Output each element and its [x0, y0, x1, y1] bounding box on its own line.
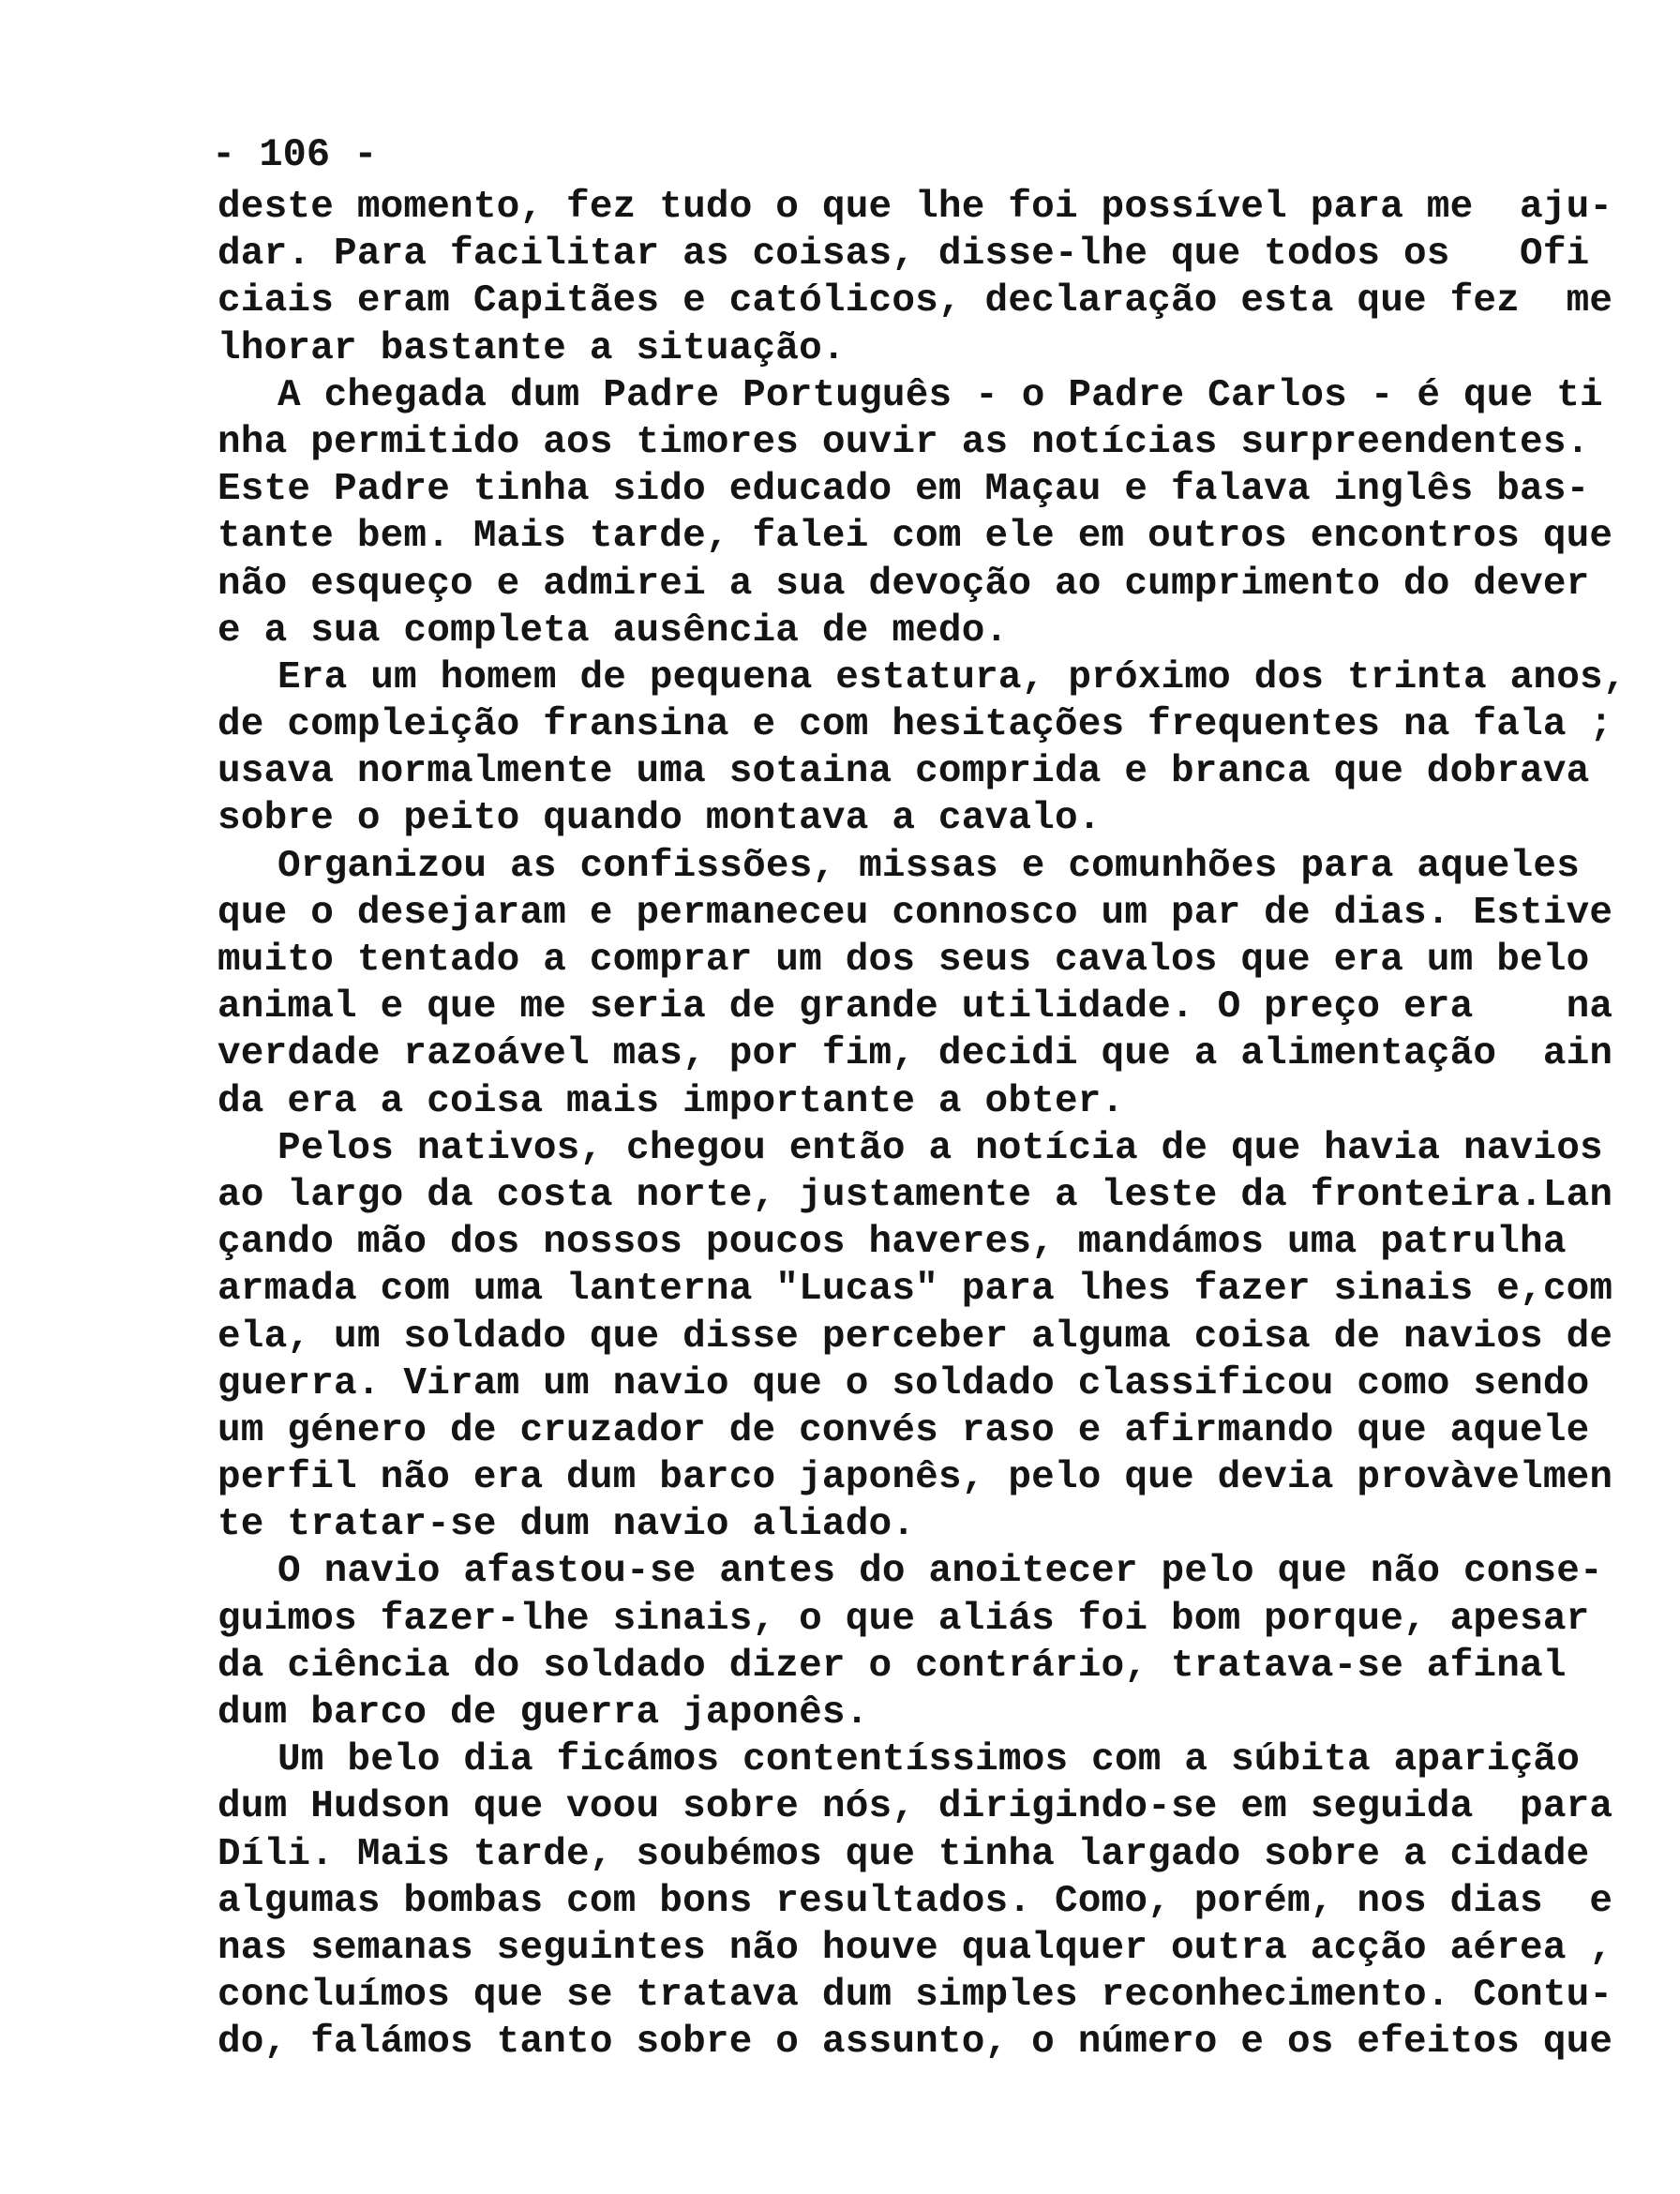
text-line: nha permitido aos timores ouvir as notícias surpreendentes.	[218, 420, 1590, 464]
text-line: ao largo da costa norte, justamente a leste da fronteira.Lan	[218, 1173, 1613, 1217]
text-line: guimos fazer-lhe sinais, o que aliás foi bom porque, apesar	[218, 1597, 1590, 1641]
text-line: verdade razoável mas, por fim, decidi que a alimentação ain	[218, 1032, 1613, 1076]
text-line: deste momento, fez tudo o que lhe foi possível para me aju-	[218, 186, 1613, 229]
text-line: armada com uma lanterna "Lucas" para lhes fazer sinais e,com	[218, 1268, 1613, 1312]
text-line: do, falámos tanto sobre o assunto, o número e os efeitos que	[218, 2021, 1613, 2065]
text-line: usava normalmente uma sotaina comprida e branca que dobrava	[218, 750, 1590, 794]
text-line: da ciência do soldado dizer o contrário, tratava-se afinal	[218, 1644, 1567, 1688]
typewritten-body-text	[218, 184, 1627, 2066]
text-line: e a sua completa ausência de medo.	[218, 609, 1009, 653]
page-number: - 106 -	[212, 132, 378, 177]
paragraph-first-line: Um belo dia ficámos contentíssimos com a súbita aparição	[278, 1738, 1581, 1782]
text-line: te tratar-se dum navio aliado.	[218, 1503, 916, 1547]
paragraph-first-line: Pelos nativos, chegou então a notícia de que havia navios	[278, 1126, 1603, 1170]
text-line: um género de cruzador de convés raso e afirmando que aquele	[218, 1408, 1590, 1452]
text-line: de compleição fransina e com hesitações frequentes na fala ;	[218, 703, 1613, 747]
text-line: Díli. Mais tarde, soubémos que tinha largado sobre a cidade	[218, 1832, 1590, 1876]
text-line: não esqueço e admirei a sua devoção ao cumprimento do dever	[218, 562, 1590, 606]
text-line: dum barco de guerra japonês.	[218, 1691, 869, 1735]
text-line: sobre o peito quando montava a cavalo.	[218, 797, 1102, 841]
text-line: nas semanas seguintes não houve qualquer outra acção aérea ,	[218, 1926, 1613, 1970]
text-line: çando mão dos nossos poucos haveres, mandámos uma patrulha	[218, 1221, 1567, 1265]
text-line: guerra. Viram um navio que o soldado classificou como sendo	[218, 1361, 1590, 1405]
text-line: lhorar bastante a situação.	[218, 326, 846, 370]
text-line: concluímos que se tratava dum simples reconhecimento. Contu-	[218, 1974, 1613, 2018]
text-line: que o desejaram e permaneceu connosco um par de dias. Estive	[218, 891, 1613, 935]
text-line: tante bem. Mais tarde, falei com ele em outros encontros que	[218, 515, 1613, 559]
paragraph-first-line: O navio afastou-se antes do anoitecer pelo que não conse-	[278, 1550, 1603, 1594]
paragraph-first-line: Organizou as confissões, missas e comunhões para aqueles	[278, 844, 1581, 888]
paragraph-first-line: A chegada dum Padre Português - o Padre Carlos - é que ti	[278, 373, 1603, 417]
text-line: dum Hudson que voou sobre nós, dirigindo-se em seguida para	[218, 1785, 1613, 1829]
text-line: algumas bombas com bons resultados. Como, porém, nos dias e	[218, 1879, 1613, 1923]
text-line: ela, um soldado que disse perceber alguma coisa de navios de	[218, 1315, 1613, 1359]
text-line: muito tentado a comprar um dos seus cavalos que era um belo	[218, 939, 1590, 982]
paragraph-first-line: Era um homem de pequena estatura, próximo dos trinta anos,	[278, 655, 1627, 699]
text-line: animal e que me seria de grande utilidade. O preço era na	[218, 985, 1613, 1029]
text-line: Este Padre tinha sido educado em Maçau e falava inglês bas-	[218, 468, 1590, 512]
text-line: dar. Para facilitar as coisas, disse-lhe que todos os Ofi	[218, 233, 1590, 277]
text-line: perfil não era dum barco japonês, pelo que devia provàvelmen	[218, 1456, 1613, 1500]
text-line: da era a coisa mais importante a obter.	[218, 1079, 1125, 1123]
text-line: ciais eram Capitães e católicos, declaração esta que fez me	[218, 279, 1613, 323]
